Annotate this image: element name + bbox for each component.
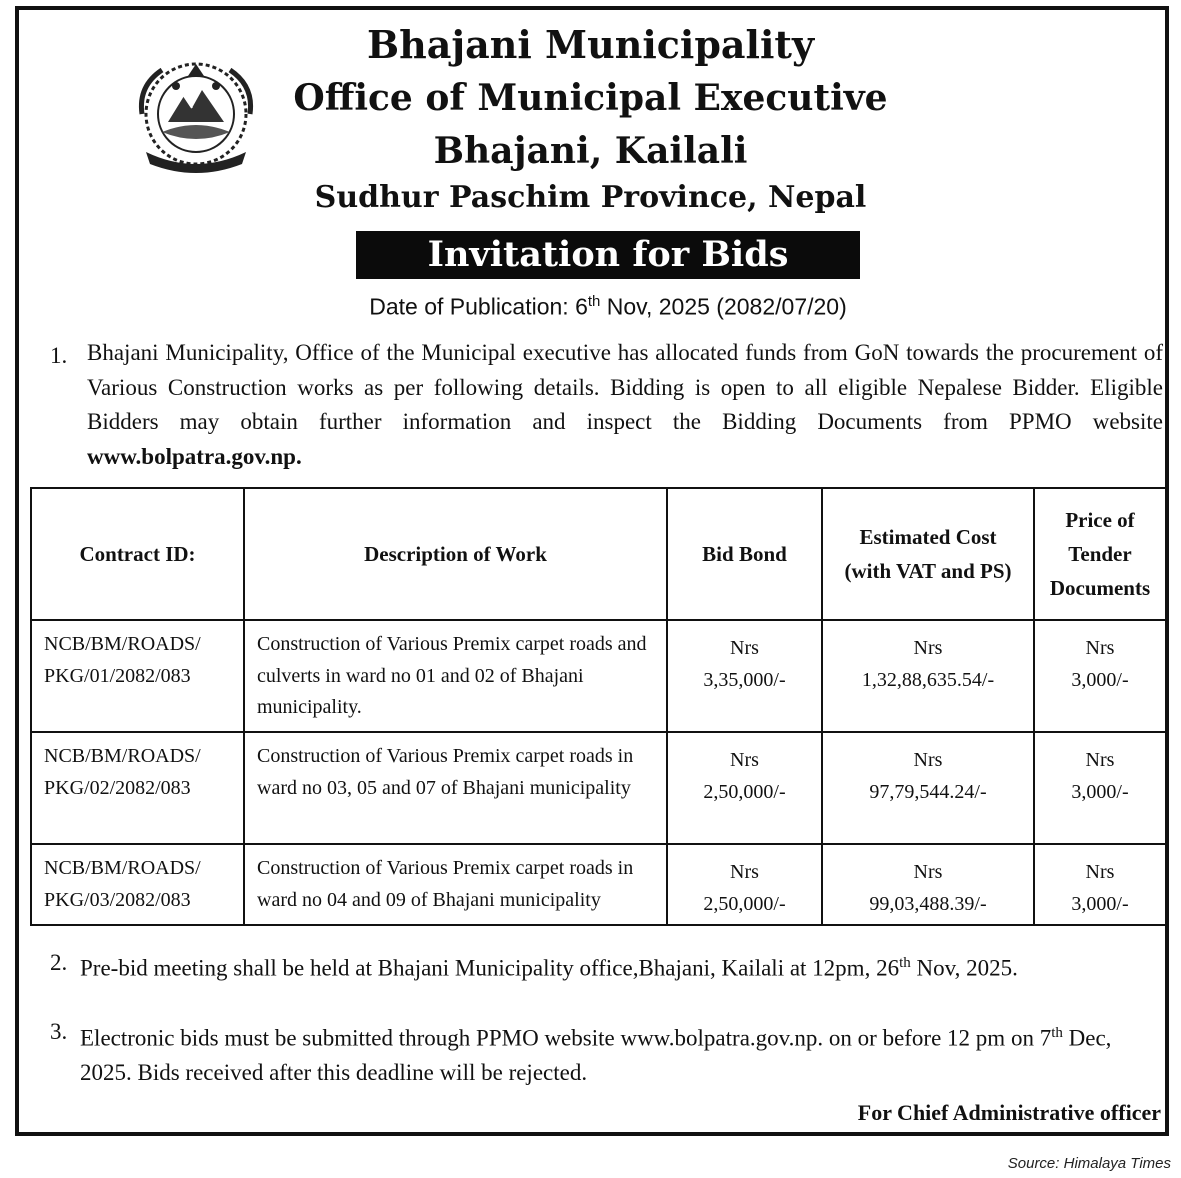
- para-2: Pre-bid meeting shall be held at Bhajani Municipality office,Bhajani, Kailali at 12pm, 26th Nov, 2025.: [80, 955, 1018, 981]
- municipality-title: Bhajani Municipality: [366, 22, 815, 67]
- table-row: [31, 844, 1166, 925]
- price-cell: Nrs 3,000/-: [1034, 844, 1166, 925]
- table-row: [31, 732, 1166, 844]
- office-title: Office of Municipal Executive: [293, 77, 888, 119]
- ppmo-link[interactable]: www.bolpatra.gov.np.: [87, 443, 302, 469]
- estimated-cost-cell: Nrs 1,32,88,635.54/-: [822, 620, 1034, 732]
- description-cell: Construction of Various Premix carpet roads in ward no 03, 05 and 07 of Bhajani municipality: [244, 732, 667, 844]
- table-header-row: [31, 488, 1166, 620]
- para-2-number: 2.: [50, 950, 68, 975]
- header-bid-bond: Bid Bond: [667, 488, 822, 620]
- header-price-of-documents: Price of Tender Documents: [1034, 488, 1166, 620]
- para-1-number: 1.: [50, 343, 68, 368]
- header-estimated-cost: Estimated Cost (with VAT and PS): [822, 488, 1034, 620]
- province-title: Sudhur Paschim Province, Nepal: [314, 180, 867, 215]
- para-3: Electronic bids must be submitted through PPMO website www.bolpatra.gov.np. on or before 12 pm on 7th Dec, 2025. Bids received after this deadline will be rejected.: [80, 1025, 1112, 1086]
- estimated-cost-cell: Nrs 97,79,544.24/-: [822, 732, 1034, 844]
- para-1: Bhajani Municipality, Office of the Municipal executive has allocated funds from GoN towards the procurement of Various Construction works as per following details. Bidding is open to all eligible Nepalese Bidder. Eligible Bidders may obtain further information and inspect the Bidding Documents from PPMO website www.bolpatra.gov.np.: [87, 340, 1163, 469]
- source-credit: Source: Himalaya Times: [1007, 1155, 1171, 1172]
- location-title: Bhajani, Kailali: [433, 130, 748, 172]
- bid-table: [30, 487, 1167, 926]
- contract-id-cell: NCB/BM/ROADS/ PKG/01/2082/083: [31, 620, 244, 732]
- signature-line: For Chief Administrative officer: [857, 1100, 1161, 1125]
- bid-bond-cell: Nrs 3,35,000/-: [667, 620, 822, 732]
- description-cell: Construction of Various Premix carpet roads in ward no 04 and 09 of Bhajani municipality: [244, 844, 667, 925]
- invitation-banner: Invitation for Bids: [356, 231, 860, 279]
- header-contract-id: Contract ID:: [31, 488, 244, 620]
- para-3-number: 3.: [50, 1019, 68, 1044]
- description-cell: Construction of Various Premix carpet roads and culverts in ward no 01 and 02 of Bhajani municipality.: [244, 620, 667, 732]
- contract-id-cell: NCB/BM/ROADS/ PKG/03/2082/083: [31, 844, 244, 925]
- price-cell: Nrs 3,000/-: [1034, 732, 1166, 844]
- bid-bond-cell: Nrs 2,50,000/-: [667, 732, 822, 844]
- price-cell: Nrs 3,000/-: [1034, 620, 1166, 732]
- publication-date: Date of Publication: 6th Nov, 2025 (2082/07/20): [369, 293, 847, 320]
- bid-bond-cell: Nrs 2,50,000/-: [667, 844, 822, 925]
- estimated-cost-cell: Nrs 99,03,488.39/-: [822, 844, 1034, 925]
- table-row: [31, 620, 1166, 732]
- header-description: Description of Work: [244, 488, 667, 620]
- contract-id-cell: NCB/BM/ROADS/ PKG/02/2082/083: [31, 732, 244, 844]
